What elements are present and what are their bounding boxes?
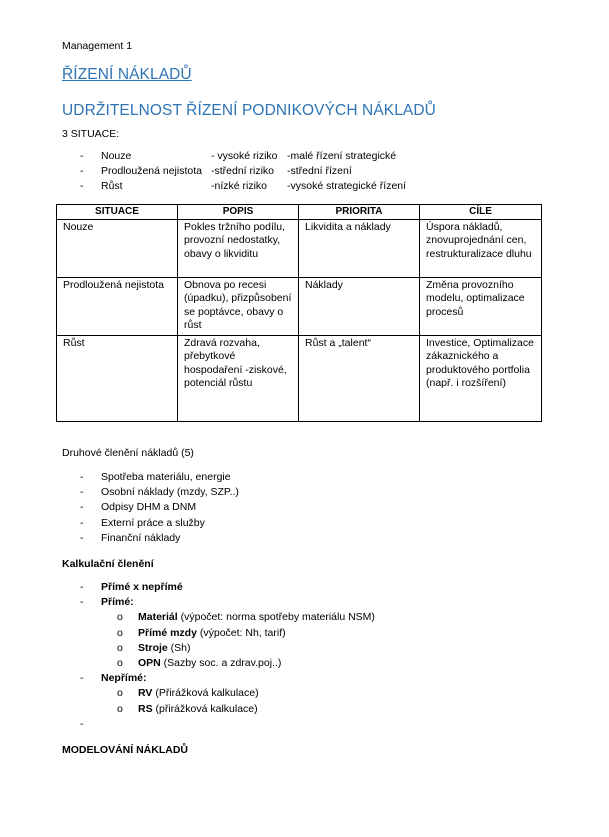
sub-list-item [80, 641, 440, 656]
sub-list-item [80, 702, 440, 717]
list-item [80, 580, 440, 595]
kalkulacni-list [80, 580, 440, 732]
kalkulacni-title: Kalkulační členění [62, 558, 154, 570]
neprime-item-name: RS [138, 702, 153, 715]
prime-item-name: Přímé mzdy [138, 626, 197, 639]
cell-cile: Změna provozního modelu, optimalizace procesů [420, 277, 542, 335]
druhove-item: Finanční náklady [101, 531, 181, 544]
druhove-item: Spotřeba materiálu, energie [101, 471, 231, 483]
situace-name: Růst [101, 180, 123, 192]
list-item-empty [80, 717, 440, 732]
kalkulacni-item-prime-neprime: Přímé x nepřímé [101, 581, 183, 593]
situace-risk: - vysoké riziko [211, 150, 278, 162]
dash-marker: - [80, 717, 84, 730]
kalkulacni-prime-label: Přímé: [101, 596, 134, 609]
dash-marker: - [80, 531, 84, 544]
list-item [80, 500, 400, 515]
bullet-marker: o [117, 656, 123, 669]
cell-popis: Zdravá rozvaha, přebytkové hospodaření -ziskové, potenciál růstu [178, 335, 299, 421]
bullet-marker: o [117, 641, 123, 654]
dash-marker: - [80, 501, 84, 514]
list-item [80, 595, 440, 610]
situace-mgmt: -malé řízení strategické [287, 150, 397, 162]
table-header-row [57, 205, 542, 220]
dash-marker: - [80, 180, 84, 192]
cell-priorita: Růst a „talent“ [299, 335, 420, 421]
druhove-list [80, 470, 400, 546]
cell-popis: Obnova po recesi (úpadku), přizpůsobení se poptávce, obavy o růst [178, 277, 299, 335]
situace-risk: -nízké riziko [211, 180, 268, 192]
heading-modelovani-nakladu: MODELOVÁNÍ NÁKLADŮ [62, 744, 188, 756]
druhove-item: Osobní náklady (mzdy, SZP..) [101, 486, 239, 499]
dash-marker: - [80, 672, 84, 685]
list-item [80, 179, 440, 194]
dash-marker: - [80, 150, 84, 162]
sub-list-item [80, 686, 440, 701]
bullet-marker: o [117, 611, 123, 624]
dash-marker: - [80, 581, 84, 593]
column-header-situace: SITUACE [57, 205, 178, 220]
bullet-marker: o [117, 687, 123, 700]
table-row [57, 277, 542, 335]
column-header-popis: POPIS [178, 205, 299, 220]
situace-mgmt: -vysoké strategické řízení [287, 180, 407, 192]
situace-table [56, 204, 542, 422]
neprime-item-detail: (Přirážková kalkulace) [152, 687, 259, 700]
cell-cile: Investice, Optimalizace zákaznického a produktového portfolia (např. i rozšíření) [420, 335, 542, 421]
cell-popis: Pokles tržního podílu, provozní nedostatky, obavy o likviditu [178, 219, 299, 277]
page-header: Management 1 [62, 40, 133, 52]
druhove-title: Druhové členění nákladů (5) [62, 447, 194, 459]
list-item [80, 671, 440, 686]
kalkulacni-neprime-label: Nepřímé: [101, 672, 147, 685]
situace-name: Nouze [101, 150, 132, 162]
prime-item-name: OPN [138, 656, 161, 669]
prime-item-name: Materiál [138, 611, 178, 624]
list-item [80, 470, 400, 485]
situace-label: 3 SITUACE: [62, 128, 120, 140]
list-item [80, 149, 440, 164]
situace-list [80, 149, 440, 194]
druhove-item: Odpisy DHM a DNM [101, 501, 197, 514]
heading-rizeni-nakladu: ŘÍZENÍ NÁKLADŮ [62, 66, 192, 83]
prime-item-detail: (výpočet: Nh, tarif) [196, 626, 286, 639]
cell-situace: Prodloužená nejistota [57, 277, 178, 335]
prime-item-name: Stroje [138, 641, 168, 654]
prime-item-detail: (výpočet: norma spotřeby materiálu NSM) [177, 611, 375, 624]
dash-marker: - [80, 596, 84, 609]
list-item [80, 531, 400, 546]
dash-marker: - [80, 471, 84, 483]
bullet-marker: o [117, 702, 123, 715]
situace-mgmt: -střední řízení [287, 165, 352, 177]
cell-cile: Úspora nákladů, znovuprojednání cen, restrukturalizace dluhu [420, 219, 542, 277]
list-item [80, 516, 400, 531]
heading-udrzitelnost: UDRŽITELNOST ŘÍZENÍ PODNIKOVÝCH NÁKLADŮ [62, 102, 436, 119]
cell-priorita: Likvidita a náklady [299, 219, 420, 277]
prime-item-detail: (Sh) [167, 641, 191, 654]
cell-situace: Nouze [57, 219, 178, 277]
neprime-item-name: RV [138, 687, 153, 700]
neprime-item-detail: (přirážková kalkulace) [152, 702, 258, 715]
cell-priorita: Náklady [299, 277, 420, 335]
table-row [57, 219, 542, 277]
column-header-cile: CÍLE [420, 205, 542, 220]
situace-risk: -střední riziko [211, 165, 275, 177]
dash-marker: - [80, 165, 84, 177]
druhove-item: Externí práce a služby [101, 516, 205, 529]
sub-list-item [80, 610, 440, 625]
bullet-marker: o [117, 626, 123, 639]
list-item [80, 164, 440, 179]
sub-list-item [80, 626, 440, 641]
dash-marker: - [80, 486, 84, 499]
list-item [80, 485, 400, 500]
sub-list-item [80, 656, 440, 671]
table-row [57, 335, 542, 421]
column-header-priorita: PRIORITA [299, 205, 420, 220]
situace-name: Prodloužená nejistota [101, 165, 202, 177]
cell-situace: Růst [57, 335, 178, 421]
dash-marker: - [80, 516, 84, 529]
prime-item-detail: (Sazby soc. a zdrav.poj..) [160, 656, 282, 669]
